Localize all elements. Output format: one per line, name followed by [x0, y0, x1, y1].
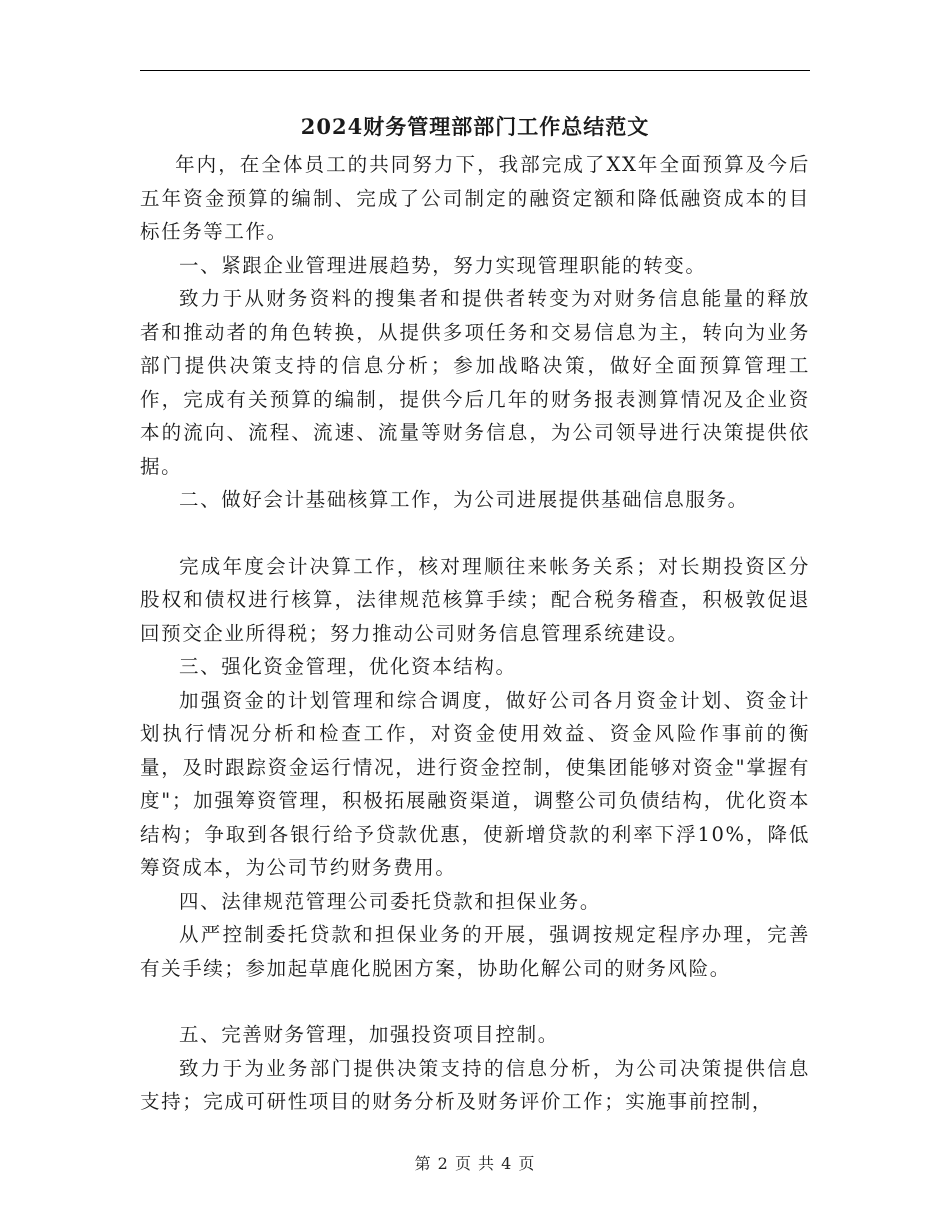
page-number: 第 2 页 共 4 页	[414, 1154, 536, 1173]
section-heading-2: 二、做好会计基础核算工作，为公司进展提供基础信息服务。	[179, 488, 749, 511]
paragraph-section-4: 从严控制委托贷款和担保业务的开展，强调按规定程序办理，完善有关手续；参加起草鹿化脱困方案，协助化解公司的财务风险。	[140, 923, 810, 980]
paragraph-section-2: 完成年度会计决算工作，核对理顺往来帐务关系；对长期投资区分股权和债权进行核算，法律规范核算手续；配合税务稽查，积极敦促退回预交企业所得税；努力推动公司财务信息管理系统建设。	[140, 554, 810, 645]
section-heading-4: 四、法律规范管理公司委托贷款和担保业务。	[179, 889, 602, 913]
section-heading-5: 五、完善财务管理，加强投资项目控制。	[179, 1023, 559, 1046]
paragraph-section-3: 加强资金的计划管理和综合调度，做好公司各月资金计划、资金计划执行情况分析和检查工作，对资金使用效益、资金风险作事前的衡量，及时跟踪资金运行情况，进行资金控制，使集团能够对资金"掌握有度"；加强筹资管理，积极拓展融资渠道，调整公司负债结构，优化资本结构；争取到各银行给予贷款优惠，使新增贷款的利率下浮10%，降低筹资成本，为公司节约财务费用。	[140, 688, 810, 879]
section-heading-3: 三、强化资金管理，优化资本结构。	[179, 655, 517, 678]
section-heading-1: 一、紧跟企业管理进展趋势，努力实现管理职能的转变。	[179, 253, 707, 277]
paragraph-intro: 年内，在全体员工的共同努力下，我部完成了XX年全面预算及今后五年资金预算的编制、完成了公司制定的融资定额和降低融资成本的目标任务等工作。	[140, 153, 810, 243]
paragraph-section-1: 致力于从财务资料的搜集者和提供者转变为对财务信息能量的释放者和推动者的角色转换，从提供多项任务和交易信息为主，转向为业务部门提供决策支持的信息分析；参加战略决策，做好全面预算管理工作，完成有关预算的编制，提供今后几年的财务报表测算情况及企业资本的流向、流程、流速、流量等财务信息，为公司领导进行决策提供依据。	[140, 287, 810, 478]
document-body	[140, 148, 810, 1119]
paragraph-section-5: 致力于为业务部门提供决策支持的信息分析，为公司决策提供信息支持；完成可研性项目的财务分析及财务评价工作；实施事前控制，	[140, 1056, 810, 1113]
document-title: 2024财务管理部部门工作总结范文	[300, 114, 650, 139]
header-rule	[140, 70, 810, 71]
